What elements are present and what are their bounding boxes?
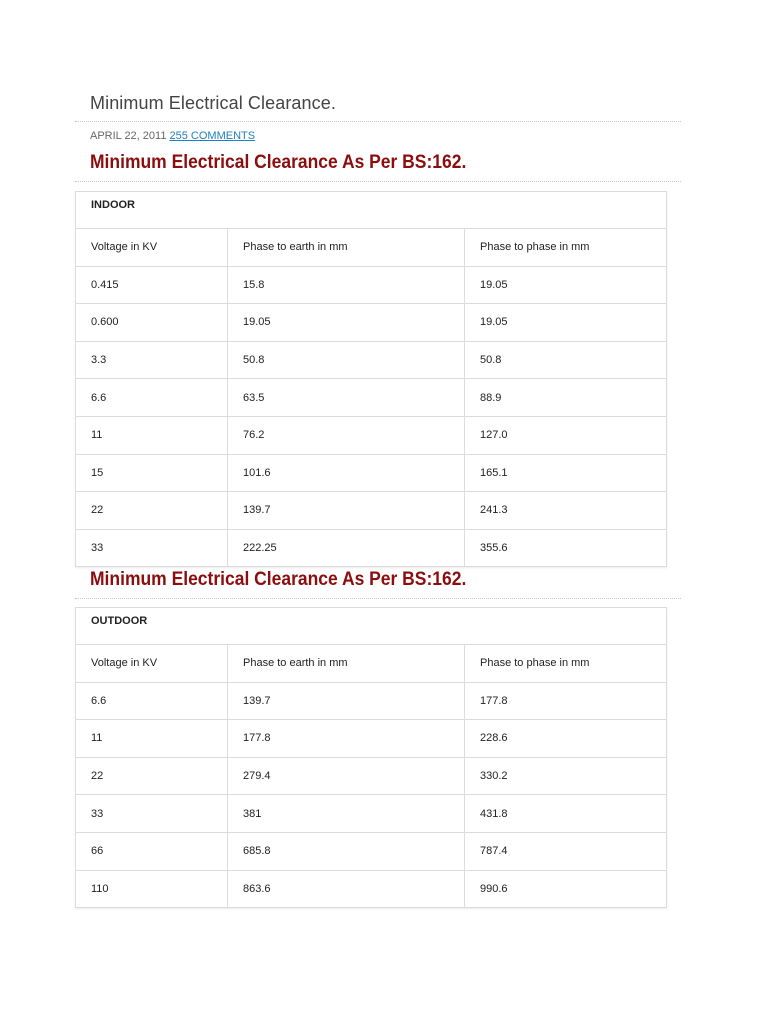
voltage-cell: 3.3: [76, 341, 228, 379]
table-row: [76, 341, 667, 379]
table-label: OUTDOOR: [76, 608, 667, 645]
voltage-cell: 22: [76, 492, 228, 530]
table-column-row: [76, 229, 667, 267]
phase-to-phase-cell: 177.8: [465, 682, 667, 720]
phase-to-earth-cell: 139.7: [228, 492, 465, 530]
table-row: [76, 870, 667, 908]
phase-to-phase-cell: 330.2: [465, 757, 667, 795]
phase-to-phase-cell: 19.05: [465, 266, 667, 304]
phase-to-earth-cell: 685.8: [228, 832, 465, 870]
column-header-voltage: Voltage in KV: [76, 229, 228, 267]
phase-to-earth-cell: 63.5: [228, 379, 465, 417]
voltage-cell: 110: [76, 870, 228, 908]
table-row: [76, 379, 667, 417]
phase-to-earth-cell: 222.25: [228, 529, 465, 567]
phase-to-phase-cell: 787.4: [465, 832, 667, 870]
table-row: [76, 720, 667, 758]
table-row: [76, 304, 667, 342]
indoor-clearance-table: [75, 191, 667, 567]
voltage-cell: 33: [76, 529, 228, 567]
phase-to-earth-cell: 50.8: [228, 341, 465, 379]
phase-to-earth-cell: 19.05: [228, 304, 465, 342]
phase-to-phase-cell: 50.8: [465, 341, 667, 379]
phase-to-earth-cell: 15.8: [228, 266, 465, 304]
phase-to-phase-cell: 355.6: [465, 529, 667, 567]
column-header-phase-to-phase: Phase to phase in mm: [465, 229, 667, 267]
table-label-row: [76, 192, 667, 229]
post-meta: [90, 130, 255, 142]
voltage-cell: 6.6: [76, 682, 228, 720]
column-header-phase-to-phase: Phase to phase in mm: [465, 645, 667, 683]
voltage-cell: 0.415: [76, 266, 228, 304]
phase-to-earth-cell: 863.6: [228, 870, 465, 908]
table-row: [76, 795, 667, 833]
phase-to-phase-cell: 88.9: [465, 379, 667, 417]
voltage-cell: 66: [76, 832, 228, 870]
table-row: [76, 416, 667, 454]
phase-to-earth-cell: 381: [228, 795, 465, 833]
indoor-section-heading: Minimum Electrical Clearance As Per BS:162.: [90, 152, 467, 173]
table-row: [76, 757, 667, 795]
page-title: Minimum Electrical Clearance.: [90, 93, 336, 113]
table-row: [76, 266, 667, 304]
table-row: [76, 454, 667, 492]
phase-to-phase-cell: 990.6: [465, 870, 667, 908]
phase-to-earth-cell: 101.6: [228, 454, 465, 492]
outdoor-clearance-table: [75, 607, 667, 908]
heading-divider: [75, 598, 681, 599]
table-label: INDOOR: [76, 192, 667, 229]
phase-to-phase-cell: 19.05: [465, 304, 667, 342]
phase-to-earth-cell: 76.2: [228, 416, 465, 454]
voltage-cell: 0.600: [76, 304, 228, 342]
phase-to-earth-cell: 177.8: [228, 720, 465, 758]
outdoor-section-heading: Minimum Electrical Clearance As Per BS:162.: [90, 569, 467, 590]
column-header-voltage: Voltage in KV: [76, 645, 228, 683]
voltage-cell: 33: [76, 795, 228, 833]
comments-link[interactable]: 255 COMMENTS: [169, 130, 256, 142]
voltage-cell: 11: [76, 416, 228, 454]
post-date: APRIL 22, 2011: [90, 130, 167, 142]
phase-to-earth-cell: 139.7: [228, 682, 465, 720]
phase-to-phase-cell: 127.0: [465, 416, 667, 454]
table-label-row: [76, 608, 667, 645]
phase-to-phase-cell: 241.3: [465, 492, 667, 530]
table-row: [76, 492, 667, 530]
voltage-cell: 11: [76, 720, 228, 758]
voltage-cell: 22: [76, 757, 228, 795]
phase-to-earth-cell: 279.4: [228, 757, 465, 795]
table-row: [76, 832, 667, 870]
column-header-phase-to-earth: Phase to earth in mm: [228, 645, 465, 683]
phase-to-phase-cell: 228.6: [465, 720, 667, 758]
phase-to-phase-cell: 165.1: [465, 454, 667, 492]
phase-to-phase-cell: 431.8: [465, 795, 667, 833]
column-header-phase-to-earth: Phase to earth in mm: [228, 229, 465, 267]
table-row: [76, 682, 667, 720]
title-divider: [75, 121, 681, 122]
voltage-cell: 15: [76, 454, 228, 492]
voltage-cell: 6.6: [76, 379, 228, 417]
heading-divider: [75, 181, 681, 182]
table-row: [76, 529, 667, 567]
table-column-row: [76, 645, 667, 683]
